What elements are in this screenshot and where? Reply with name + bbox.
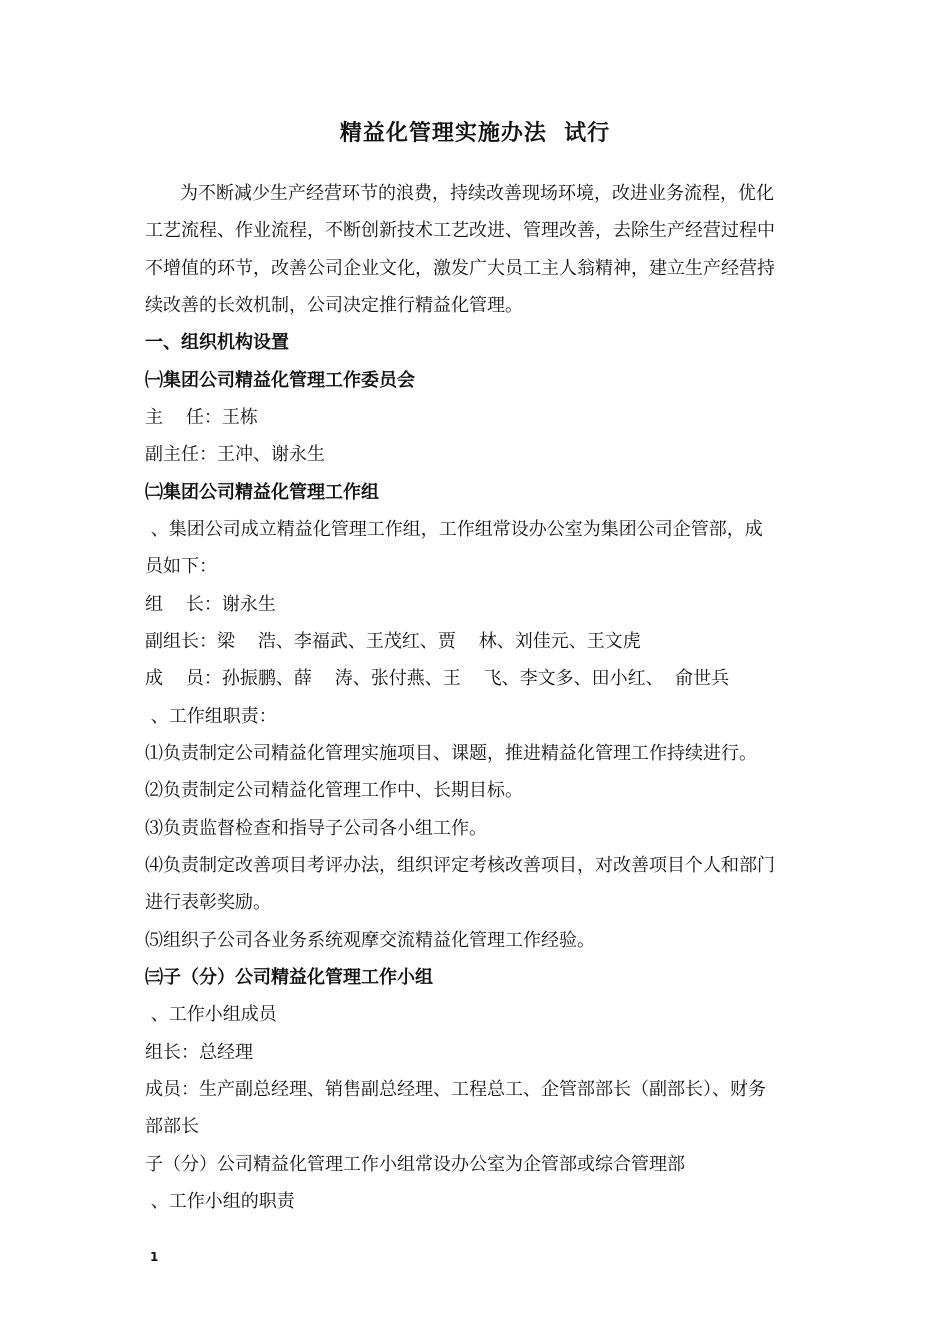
- document-title: 精益化管理实施办法 试行: [339, 121, 611, 146]
- paragraph-line: 不增值的环节，改善公司企业文化，激发广大员工主人翁精神，建立生产经营持: [145, 258, 775, 279]
- list-item: ⑵负责制定公司精益化管理工作中、长期目标。: [145, 780, 523, 801]
- body-line: 副组长：梁 浩、李福武、王茂红、贾 林、刘佳元、王文虎: [145, 631, 641, 652]
- list-item: ⑶负责监督检查和指导子公司各小组工作。: [145, 818, 487, 839]
- paragraph-line: 工艺流程、作业流程，不断创新技术工艺改进、管理改善，去除生产经营过程中: [145, 220, 775, 241]
- body-line: 、集团公司成立精益化管理工作组，工作组常设办公室为集团公司企管部，成: [145, 519, 763, 540]
- body-line: 副主任：王冲、谢永生: [145, 444, 325, 465]
- body-line: 部部长: [145, 1116, 199, 1137]
- body-line: 员如下：: [145, 556, 217, 577]
- page-number: 1: [150, 1250, 159, 1264]
- body-line: 成 员：孙振鹏、薛 涛、张付燕、王 飞、李文多、田小红、 俞世兵: [145, 668, 730, 689]
- body-line: 子（分）公司精益化管理工作小组常设办公室为企管部或综合管理部: [145, 1154, 685, 1175]
- paragraph-line: 续改善的长效机制，公司决定推行精益化管理。: [145, 295, 523, 316]
- list-item: ⑴负责制定公司精益化管理实施项目、课题，推进精益化管理工作持续进行。: [145, 743, 757, 764]
- paragraph-line: 为不断减少生产经营环节的浪费，持续改善现场环境，改进业务流程，优化: [180, 183, 774, 204]
- body-line: 、工作组职责：: [145, 706, 277, 727]
- body-line: 成员：生产副总经理、销售副总经理、工程总工、企管部部长（副部长）、财务: [145, 1079, 766, 1100]
- body-line: 、工作小组成员: [145, 1004, 277, 1025]
- subsection-heading: ㈢子（分）公司精益化管理工作小组: [145, 967, 433, 988]
- section-heading: 一、组织机构设置: [145, 332, 289, 353]
- body-line: 组长：总经理: [145, 1042, 253, 1063]
- subsection-heading: ㈠集团公司精益化管理工作委员会: [145, 370, 415, 391]
- subsection-heading: ㈡集团公司精益化管理工作组: [145, 482, 379, 503]
- list-item: ⑸组织子公司各业务系统观摩交流精益化管理工作经验。: [145, 930, 595, 951]
- body-line: 主 任：王栋: [145, 407, 258, 428]
- body-line: 、工作小组的职责: [145, 1191, 295, 1212]
- list-item: ⑷负责制定改善项目考评办法，组织评定考核改善项目，对改善项目个人和部门: [145, 855, 775, 876]
- list-item: 进行表彰奖励。: [145, 892, 271, 913]
- body-line: 组 长：谢永生: [145, 594, 276, 615]
